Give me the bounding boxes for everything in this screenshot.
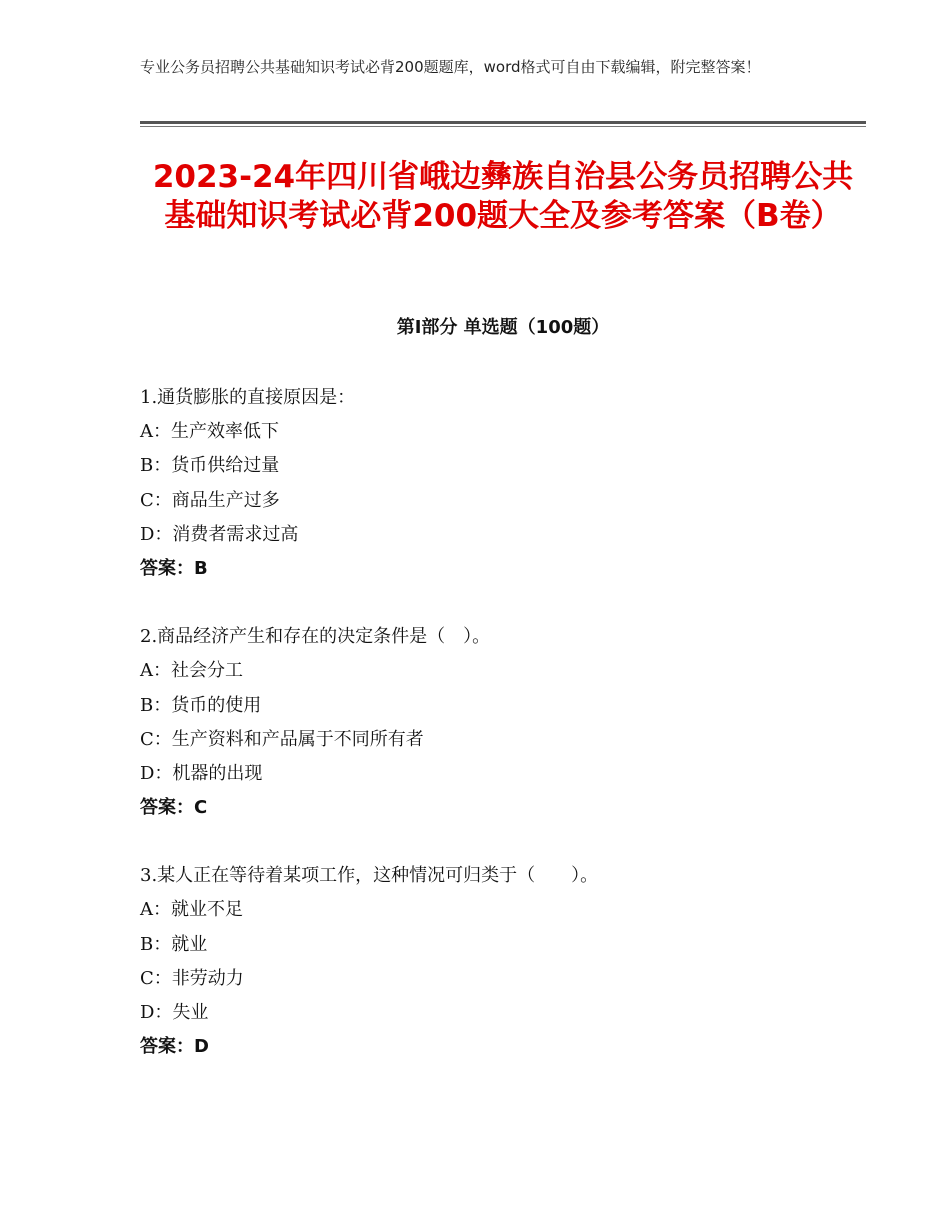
section-title: 第Ⅰ部分 单选题（100题） [396, 317, 610, 338]
option-d: D：失业 [140, 1002, 209, 1023]
divider-thick-line [140, 121, 866, 124]
answer: 答案：C [140, 797, 208, 819]
question-stem: 1.通货膨胀的直接原因是： [140, 387, 356, 408]
option-a: A：生产效率低下 [140, 421, 279, 443]
divider-thin-line [140, 126, 866, 127]
question-list [140, 381, 866, 1098]
option-c: C：商品生产过多 [140, 489, 280, 511]
question-1 [140, 381, 866, 586]
option-b: B：货币供给过量 [140, 455, 280, 477]
option-a: A：就业不足 [140, 899, 243, 921]
answer: 答案：D [140, 1036, 209, 1058]
option-d: D：机器的出现 [140, 762, 263, 784]
option-b: B：货币的使用 [140, 694, 262, 716]
answer: 答案：B [140, 557, 208, 579]
option-c: C：非劳动力 [140, 967, 244, 989]
document-title: 2023-24年四川省峨边彝族自治县公务员招聘公共基础知识考试必背200题大全及参考答案（B卷） [152, 159, 854, 234]
question-2 [140, 620, 866, 825]
question-stem: 2.商品经济产生和存在的决定条件是（ ）。 [140, 626, 491, 648]
header-divider [140, 121, 866, 127]
option-c: C：生产资料和产品属于不同所有者 [140, 728, 424, 750]
option-a: A：社会分工 [140, 660, 243, 682]
option-d: D：消费者需求过高 [140, 523, 299, 545]
header-note: 专业公务员招聘公共基础知识考试必背200题题库，word格式可自由下载编辑，附完整答案！ [140, 58, 761, 76]
question-stem: 3.某人正在等待着某项工作，这种情况可归类于（ ）。 [140, 865, 599, 887]
question-3 [140, 859, 866, 1064]
option-b: B：就业 [140, 933, 208, 955]
